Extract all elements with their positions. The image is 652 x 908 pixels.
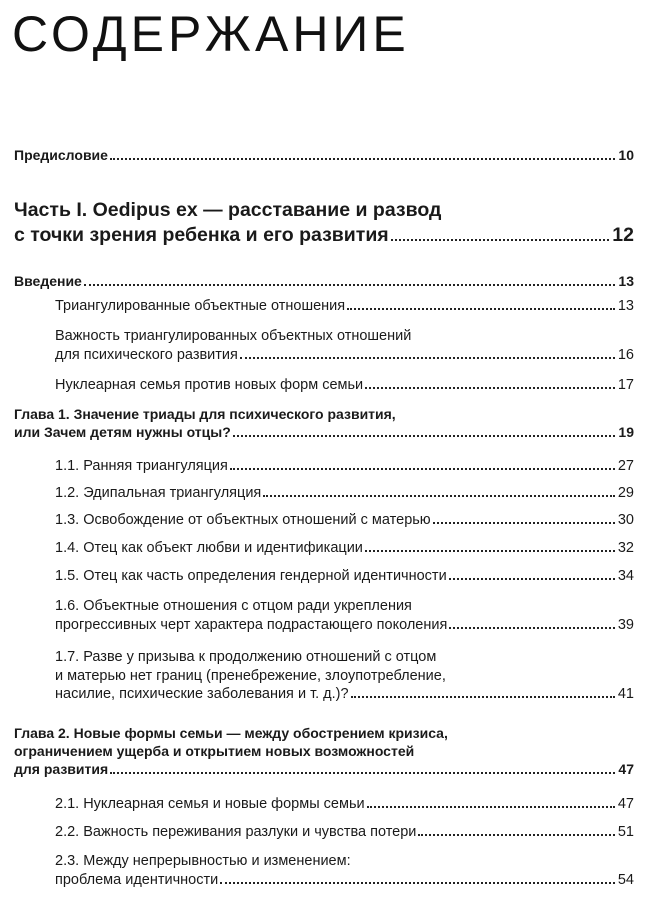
- toc-entry-label: 2.2. Важность переживания разлуки и чувства потери: [55, 824, 417, 840]
- leader-dots: [110, 158, 615, 160]
- toc-entry-label: Глава 2. Новые формы семьи — между обострением кризиса,: [14, 725, 448, 741]
- toc-page-number: 17: [617, 377, 634, 393]
- toc-page-number: 12: [612, 223, 634, 246]
- toc-entry-2-3[interactable]: [55, 852, 634, 889]
- toc-entry-label: 2.1. Нуклеарная семья и новые формы семьи: [55, 796, 365, 812]
- toc-page-number: 30: [617, 512, 634, 528]
- toc-entry-1-2[interactable]: [55, 485, 634, 501]
- toc-entry-label-continued: прогрессивных черт характера подрастающего поколения: [55, 616, 448, 633]
- toc-page-number: 41: [617, 686, 634, 703]
- toc-page-number: 32: [617, 540, 634, 556]
- toc-entry-label-continued: для психического развития: [55, 346, 238, 363]
- toc-entry-label-continued: проблема идентичности: [55, 871, 219, 888]
- toc-entry-label: Нуклеарная семья против новых форм семьи: [55, 377, 364, 393]
- toc-entry-label: 2.3. Между непрерывностью и изменением:: [55, 853, 351, 869]
- toc-page-number: 19: [618, 423, 634, 440]
- leader-dots: [391, 239, 610, 241]
- toc-entry-label: Предисловие: [14, 147, 108, 163]
- leader-dots: [449, 578, 615, 580]
- toc-page-number: 47: [617, 796, 634, 812]
- leader-dots: [351, 696, 615, 698]
- toc-page-number: 54: [617, 871, 634, 888]
- leader-dots: [220, 882, 615, 884]
- toc-entry-label-continued: для развития: [14, 760, 109, 777]
- toc-entry-label-continued: или Зачем детям нужны отцы?: [14, 423, 231, 440]
- toc-page-number: 27: [617, 458, 634, 474]
- toc-entry-intro-1[interactable]: [55, 298, 634, 314]
- leader-dots: [230, 468, 615, 470]
- toc-entry-1-1[interactable]: [55, 458, 634, 474]
- toc-entry-label: Часть I. Oedipus ex — расставание и развод: [14, 199, 442, 221]
- toc-entry-1-7[interactable]: [55, 648, 634, 704]
- toc-entry-1-6[interactable]: [55, 597, 634, 634]
- toc-entry-label: 1.3. Освобождение от объектных отношений с матерью: [55, 512, 431, 528]
- toc-entry-intro[interactable]: [14, 273, 634, 290]
- toc-entry-intro-3[interactable]: [55, 377, 634, 393]
- toc-entry-label: Важность триангулированных объектных отношений: [55, 328, 412, 344]
- page-title: СОДЕРЖАНИЕ: [12, 6, 410, 62]
- leader-dots: [367, 806, 615, 808]
- toc-page-number: 29: [617, 485, 634, 501]
- toc-entry-label-continued: ограничением ущерба и открытием новых возможностей: [14, 742, 415, 759]
- toc-entry-part-1[interactable]: [14, 198, 634, 248]
- leader-dots: [347, 308, 615, 310]
- toc-entry-preface[interactable]: [14, 147, 634, 164]
- leader-dots: [84, 284, 616, 286]
- toc-entry-label: 1.7. Разве у призыва к продолжению отношений с отцом: [55, 649, 437, 665]
- toc-entry-2-1[interactable]: [55, 796, 634, 812]
- toc-page-number: 39: [617, 616, 634, 633]
- toc-entry-label: 1.5. Отец как часть определения гендерной идентичности: [55, 568, 447, 584]
- toc-page-number: 16: [617, 346, 634, 363]
- leader-dots: [263, 495, 615, 497]
- leader-dots: [233, 435, 616, 437]
- toc-entry-chapter-1[interactable]: [14, 406, 634, 442]
- toc-page-number: 13: [617, 298, 634, 314]
- leader-dots: [110, 772, 615, 774]
- toc-page-number: 10: [618, 147, 634, 163]
- toc-entry-1-4[interactable]: [55, 540, 634, 556]
- toc-entry-1-5[interactable]: [55, 568, 634, 584]
- leader-dots: [433, 522, 615, 524]
- toc-entry-label-continued: с точки зрения ребенка и его развития: [14, 223, 389, 246]
- toc-entry-chapter-2[interactable]: [14, 725, 634, 779]
- toc-entry-label-continued: и матерью нет границ (пренебрежение, злоупотребление,: [55, 667, 446, 684]
- leader-dots: [449, 627, 615, 629]
- leader-dots: [365, 550, 615, 552]
- toc-entry-label: 1.1. Ранняя триангуляция: [55, 458, 228, 474]
- toc-entry-label-continued: насилие, психические заболевания и т. д.)?: [55, 686, 349, 703]
- toc-page-number: 13: [618, 273, 634, 289]
- toc-entry-2-2[interactable]: [55, 824, 634, 840]
- toc-page-number: 47: [618, 760, 634, 777]
- toc-entry-intro-2[interactable]: [55, 327, 634, 364]
- toc-entry-label: 1.6. Объектные отношения с отцом ради укрепления: [55, 598, 412, 614]
- leader-dots: [365, 387, 615, 389]
- toc-entry-label: Триангулированные объектные отношения: [55, 298, 346, 314]
- toc-entry-label: Глава 1. Значение триады для психического развития,: [14, 406, 396, 422]
- toc-page-number: 34: [617, 568, 634, 584]
- leader-dots: [240, 357, 615, 359]
- toc-entry-1-3[interactable]: [55, 512, 634, 528]
- toc-entry-label: 1.4. Отец как объект любви и идентификации: [55, 540, 363, 556]
- toc-entry-label: 1.2. Эдипальная триангуляция: [55, 485, 262, 501]
- toc-page-number: 51: [617, 824, 634, 840]
- toc-entry-label: Введение: [14, 273, 82, 289]
- leader-dots: [418, 834, 614, 836]
